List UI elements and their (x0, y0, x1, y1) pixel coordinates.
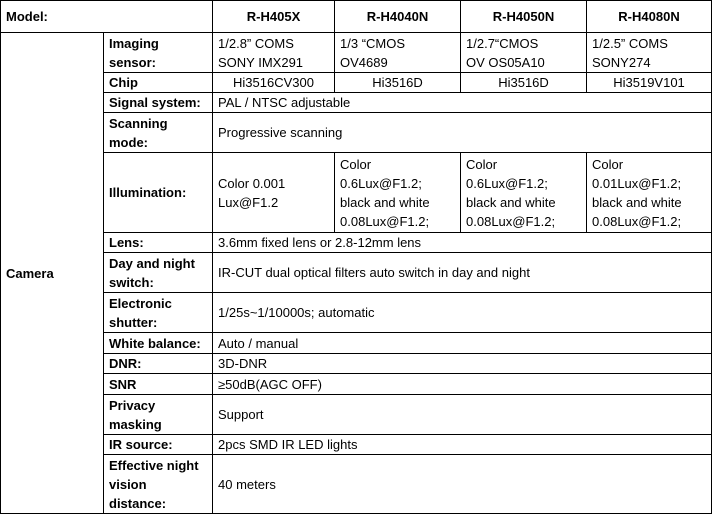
spec-row-night-vision (1, 455, 712, 514)
model-label: Model: (1, 1, 213, 33)
spec-row-lens (1, 233, 712, 253)
spec-row-shutter (1, 293, 712, 333)
spec-label: Day and night switch: (104, 253, 213, 293)
spec-value: Hi3519V101 (587, 73, 712, 93)
spec-value: 3D-DNR (213, 354, 712, 374)
spec-row-chip (1, 73, 712, 93)
spec-value: Color 0.01Lux@F1.2; black and white 0.08Lux@F1.2; (587, 153, 712, 233)
spec-label: Illumination: (104, 153, 213, 233)
spec-row-illumination (1, 153, 712, 233)
spec-value: PAL / NTSC adjustable (213, 93, 712, 113)
spec-row-ir-source (1, 435, 712, 455)
spec-row-signal-system (1, 93, 712, 113)
spec-label: Signal system: (104, 93, 213, 113)
spec-value: Auto / manual (213, 333, 712, 354)
header-row (1, 1, 712, 33)
spec-value: 1/25s~1/10000s; automatic (213, 293, 712, 333)
spec-value: Color 0.001 Lux@F1.2 (213, 153, 335, 233)
spec-value: 1/2.5” COMS SONY274 (587, 33, 712, 73)
spec-value: 2pcs SMD IR LED lights (213, 435, 712, 455)
spec-value: 1/3 “CMOS OV4689 (335, 33, 461, 73)
spec-row-day-night (1, 253, 712, 293)
spec-value: ≥50dB(AGC OFF) (213, 374, 712, 395)
spec-row-snr (1, 374, 712, 395)
spec-row-dnr (1, 354, 712, 374)
spec-value: 1/2.8” COMS SONY IMX291 (213, 33, 335, 73)
spec-value: 3.6mm fixed lens or 2.8-12mm lens (213, 233, 712, 253)
spec-row-privacy (1, 395, 712, 435)
spec-label: Imaging sensor: (104, 33, 213, 73)
spec-label: Lens: (104, 233, 213, 253)
spec-label: Effective night vision distance: (104, 455, 213, 514)
spec-label: DNR: (104, 354, 213, 374)
spec-label: SNR (104, 374, 213, 395)
spec-row-scanning-mode (1, 113, 712, 153)
category-label: Camera (1, 33, 104, 514)
spec-label: IR source: (104, 435, 213, 455)
spec-value: IR-CUT dual optical filters auto switch in day and night (213, 253, 712, 293)
spec-label: Chip (104, 73, 213, 93)
spec-value: Support (213, 395, 712, 435)
spec-value: 40 meters (213, 455, 712, 514)
spec-value: Color 0.6Lux@F1.2; black and white 0.08Lux@F1.2; (335, 153, 461, 233)
spec-label: Privacy masking (104, 395, 213, 435)
spec-label: Scanning mode: (104, 113, 213, 153)
spec-value: Progressive scanning (213, 113, 712, 153)
spec-value: Hi3516D (335, 73, 461, 93)
spec-row-imaging-sensor (1, 33, 712, 73)
spec-label: White balance: (104, 333, 213, 354)
model-name: R-H4040N (335, 1, 461, 33)
spec-value: Color 0.6Lux@F1.2; black and white 0.08Lux@F1.2; (461, 153, 587, 233)
model-name: R-H4050N (461, 1, 587, 33)
model-name: R-H405X (213, 1, 335, 33)
spec-value: 1/2.7“CMOS OV OS05A10 (461, 33, 587, 73)
spec-label: Electronic shutter: (104, 293, 213, 333)
spec-row-white-balance (1, 333, 712, 354)
model-name: R-H4080N (587, 1, 712, 33)
spec-value: Hi3516CV300 (213, 73, 335, 93)
spec-value: Hi3516D (461, 73, 587, 93)
